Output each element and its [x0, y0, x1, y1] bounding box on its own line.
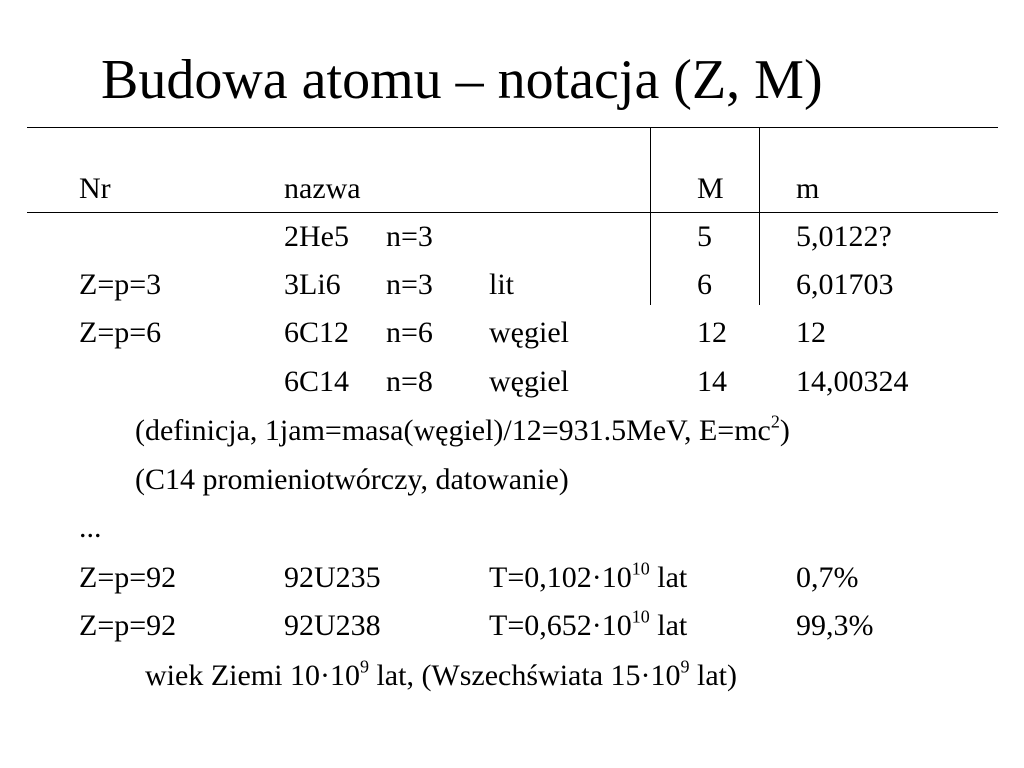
c14-note: (C14 promieniotwórczy, datowanie) — [135, 463, 569, 496]
row-m: 6,01703 — [796, 268, 894, 301]
row-M: 6 — [697, 268, 712, 301]
header-nazwa: nazwa — [284, 172, 361, 205]
half-life-base: T=0,652·10 — [489, 609, 632, 642]
row-neutrons: n=8 — [386, 365, 433, 398]
half-life-exponent: 10 — [631, 606, 650, 627]
row-M: 14 — [697, 365, 727, 398]
table-header-rule — [27, 212, 998, 213]
row-nuclide: 92U235 — [284, 561, 381, 594]
column-divider-m — [650, 127, 651, 305]
row-element-name: lit — [489, 268, 515, 301]
row-abundance: 0,7% — [796, 561, 859, 594]
row-half-life — [489, 606, 688, 642]
row-nuclide: 3Li6 — [284, 268, 341, 301]
table-top-rule — [27, 127, 998, 128]
row-M: 12 — [697, 316, 727, 349]
row-element-name: węgiel — [489, 365, 569, 398]
row-abundance: 99,3% — [796, 609, 874, 642]
row-z: Z=p=92 — [79, 609, 177, 642]
age-note-universe: lat, (Wszechświata 15·10 — [368, 659, 681, 692]
row-neutrons: n=3 — [386, 268, 433, 301]
half-life-unit: lat — [649, 561, 688, 594]
row-m: 14,00324 — [796, 365, 909, 398]
header-m: m — [796, 172, 820, 205]
age-note-universe-exponent: 9 — [680, 656, 690, 677]
row-M: 5 — [697, 220, 712, 253]
definition-note — [135, 411, 790, 447]
row-neutrons: n=3 — [386, 220, 433, 253]
definition-note-exponent: 2 — [770, 411, 780, 432]
header-nr: Nr — [79, 172, 111, 205]
age-note-close: lat) — [689, 659, 737, 692]
ellipsis: ... — [79, 511, 102, 544]
row-z: Z=p=6 — [79, 316, 162, 349]
row-nuclide: 6C12 — [284, 316, 350, 349]
header-M: M — [697, 172, 724, 205]
definition-note-text: (definicja, 1jam=masa(węgiel)/12=931.5MeV, E=mc — [135, 414, 771, 447]
age-note-earth-exponent: 9 — [359, 656, 369, 677]
row-neutrons: n=6 — [386, 316, 433, 349]
half-life-exponent: 10 — [631, 558, 650, 579]
definition-note-close: ) — [779, 414, 790, 447]
row-z: Z=p=3 — [79, 268, 162, 301]
age-note — [145, 656, 737, 692]
row-element-name: węgiel — [489, 316, 569, 349]
half-life-unit: lat — [649, 609, 688, 642]
half-life-base: T=0,102·10 — [489, 561, 632, 594]
row-half-life — [489, 558, 688, 594]
age-note-earth: wiek Ziemi 10·10 — [145, 659, 360, 692]
row-m: 12 — [796, 316, 826, 349]
row-m: 5,0122? — [796, 220, 892, 253]
slide-title: Budowa atomu – notacja (Z, M) — [101, 49, 823, 111]
row-nuclide: 92U238 — [284, 609, 381, 642]
row-nuclide: 2He5 — [284, 220, 349, 253]
row-z: Z=p=92 — [79, 561, 177, 594]
row-nuclide: 6C14 — [284, 365, 350, 398]
column-divider-mass — [759, 127, 760, 305]
